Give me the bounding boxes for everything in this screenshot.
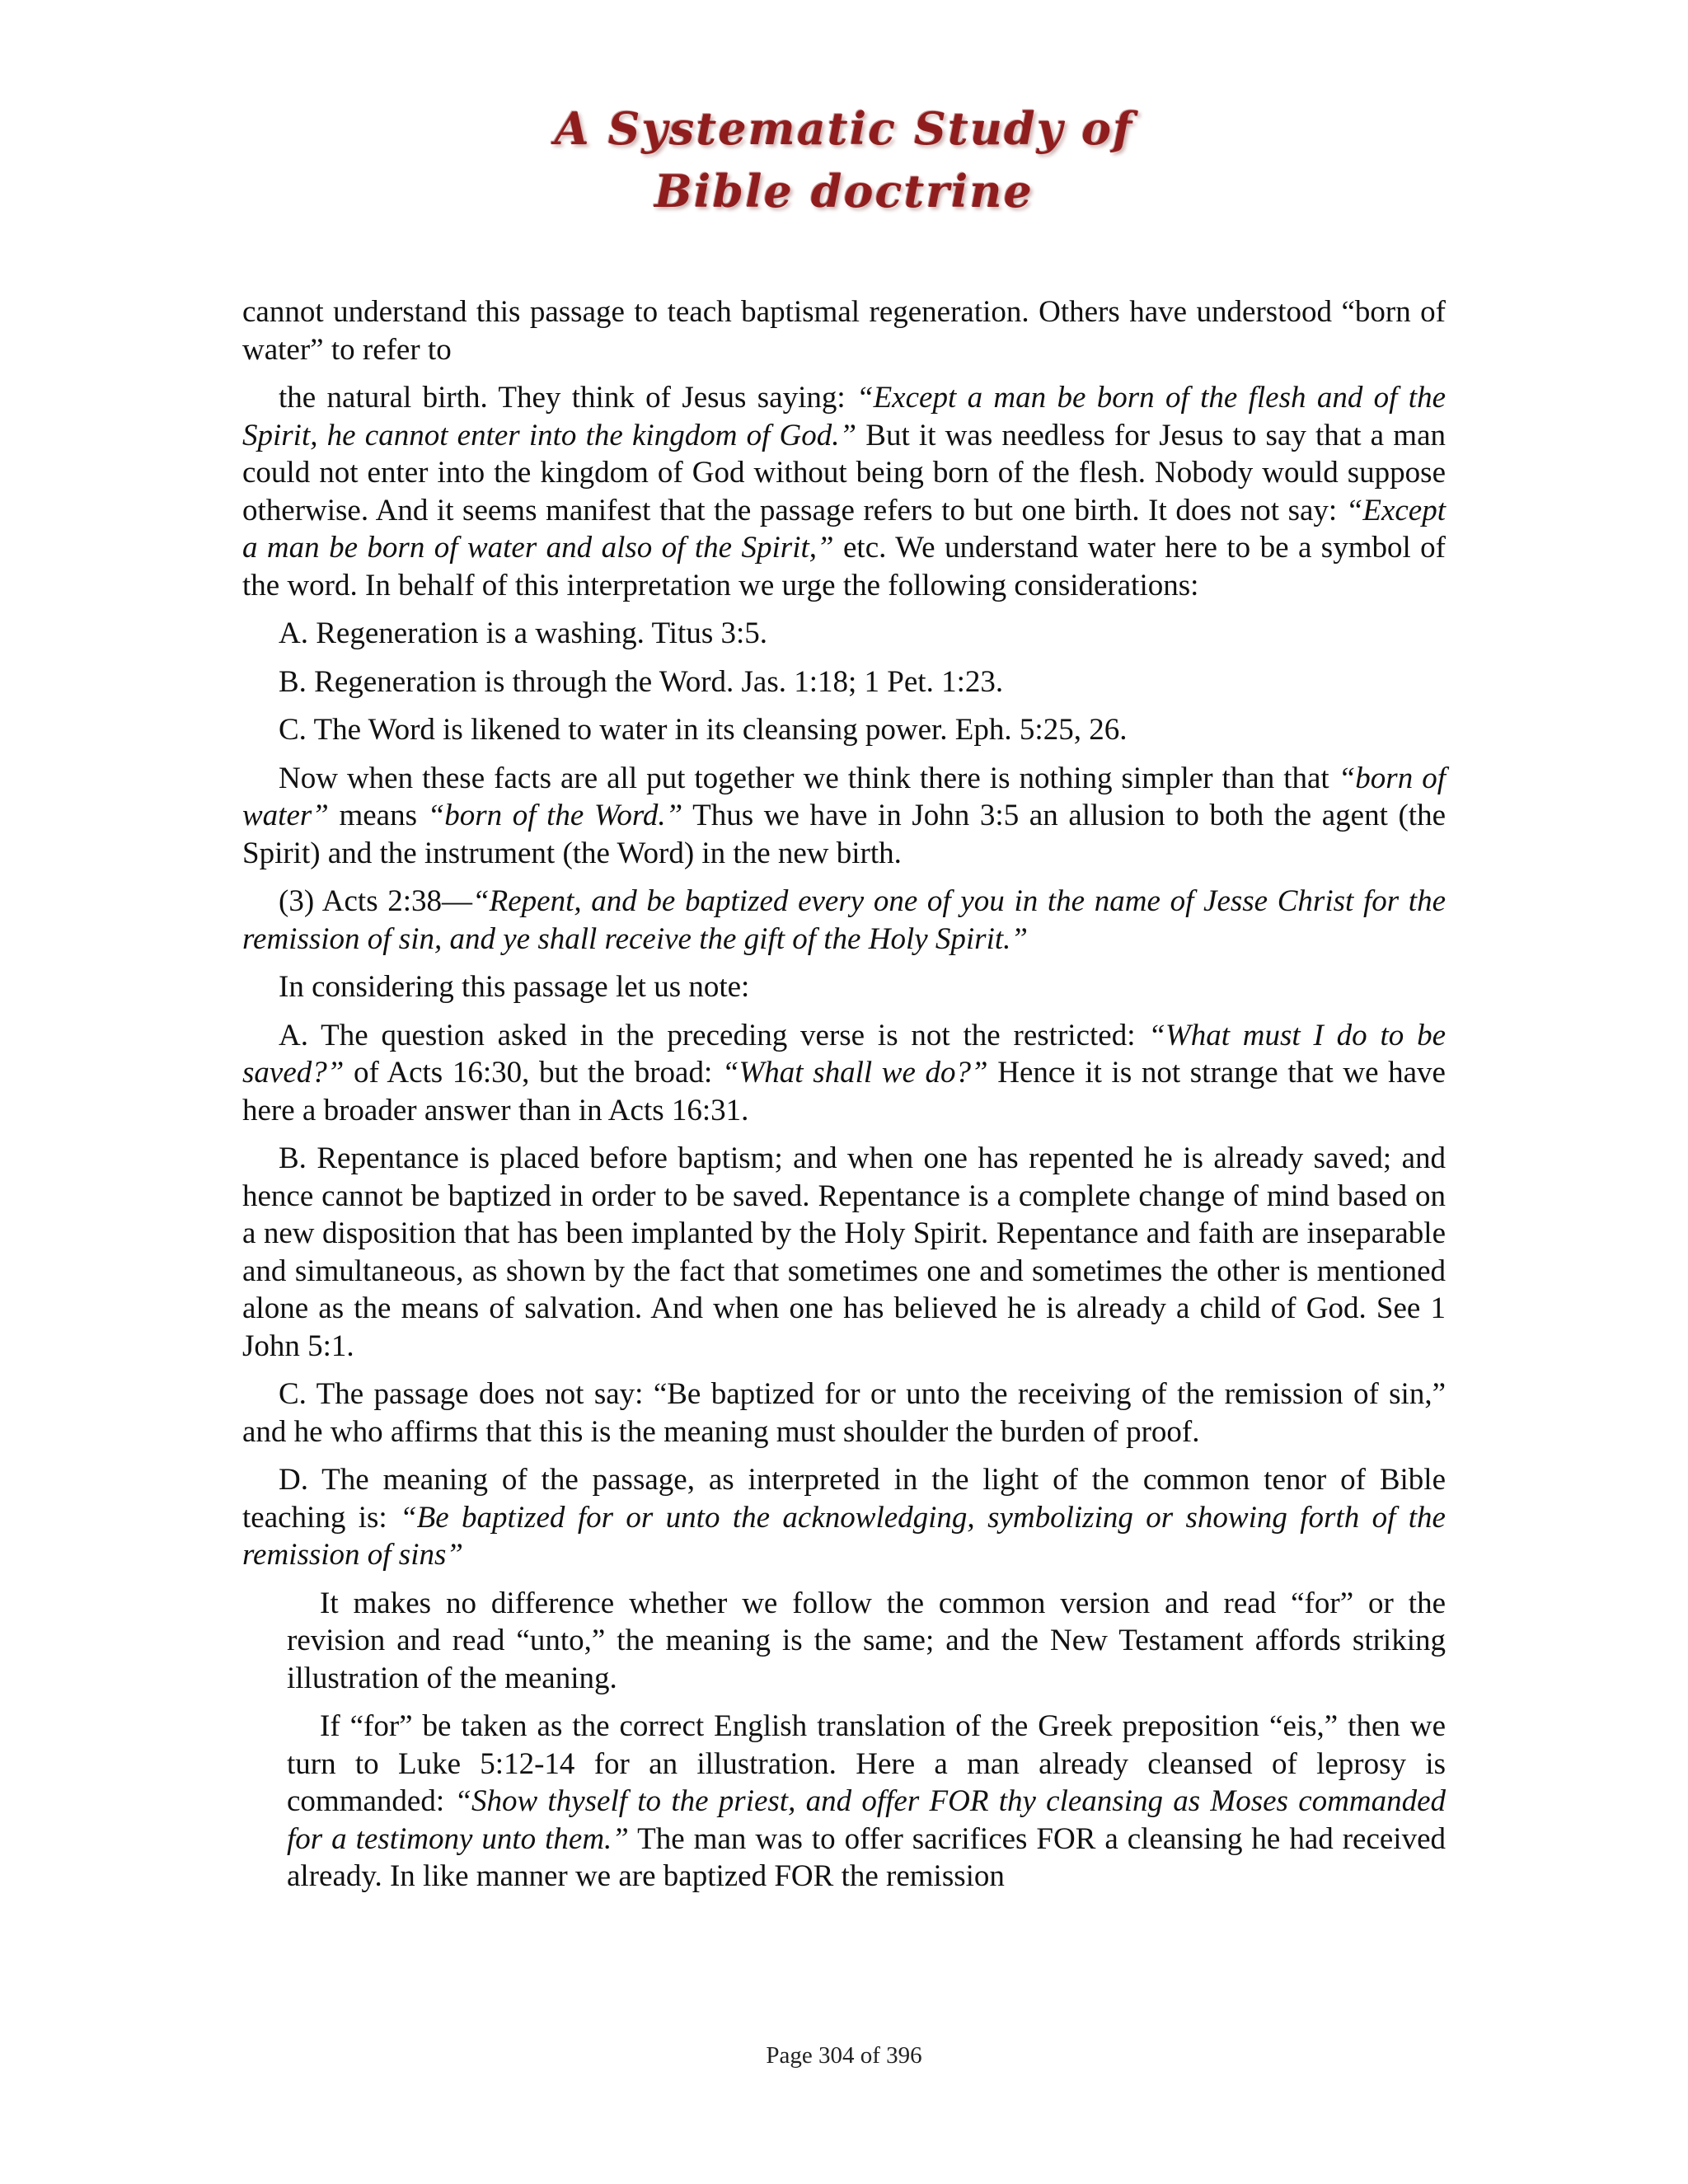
paragraph-1-text: cannot understand this passage to teach baptismal regeneration. Others have understood “born of water” to refer to	[242, 295, 1446, 367]
body-text	[242, 293, 1446, 1906]
paragraph-3-quote-2: “born of the Word.”	[427, 799, 683, 832]
paragraph-1	[242, 293, 1446, 368]
paragraph-2	[242, 379, 1446, 604]
header-title-line-1: A Systematic Study of	[554, 102, 1134, 155]
paragraph-11-quote: “Show thyself to the priest, and offer FOR thy cleansing as Moses commanded for a testimony unto them.”	[287, 1784, 1447, 1856]
paragraph-10	[287, 1585, 1446, 1698]
paragraph-2-text-a: the natural birth. They think of Jesus saying:	[279, 381, 856, 415]
paragraph-9-quote: “Be baptized for or unto the acknowledging, symbolizing or showing forth of the remission of sins”	[242, 1500, 1446, 1572]
paragraph-4-text-a: (3) Acts 2:38—	[279, 884, 473, 918]
paragraph-5	[242, 968, 1446, 1006]
list-item-a	[242, 615, 1446, 653]
paragraph-4-quote: “Repent, and be baptized every one of you in the name of Jesse Christ for the remission of sin, and ye shall receive the gift of the Holy Spirit.”	[242, 884, 1446, 956]
list-item-b	[242, 663, 1446, 701]
paragraph-5-text: In considering this passage let us note:	[279, 970, 750, 1004]
list-item-b-text: B. Regeneration is through the Word. Jas. 1:18; 1 Pet. 1:23.	[279, 664, 1004, 699]
paragraph-11-text-a: If “for” be taken as the correct English translation of the Greek preposition “eis,” then we turn to Luke 5:12-14 for an illustration. Here a man already cleansed of leprosy is commanded:	[287, 1709, 1446, 1818]
paragraph-3-text-e: Thus we have in John 3:5 an allusion to both the agent (the Spirit) and the instrument (the Word) in the new birth.	[242, 799, 1446, 870]
paragraph-8-text: C. The passage does not say: “Be baptized for or unto the receiving of the remission of sin,” and he who affirms that this is the meaning must shoulder the burden of proof.	[242, 1377, 1446, 1449]
paragraph-6	[242, 1017, 1446, 1130]
paragraph-6-quote-2: “What shall we do?”	[721, 1056, 988, 1090]
paragraph-11	[287, 1708, 1446, 1896]
paragraph-6-text-e: Hence it is not strange that we have here a broader answer than in Acts 16:31.	[242, 1056, 1446, 1127]
paragraph-6-text-c: of Acts 16:30, but the broad:	[344, 1056, 722, 1090]
paragraph-3-text-a: Now when these facts are all put together we think there is nothing simpler than that	[279, 761, 1339, 795]
page-footer	[0, 2041, 1688, 2070]
paragraph-2-text-c: But it was needless for Jesus to say that a man could not enter into the kingdom of God without being born of the flesh. Nobody would suppose otherwise. And it seems manifest that the passage refers to but one birth. It does not say:	[242, 418, 1446, 527]
paragraph-3	[242, 760, 1446, 873]
page-number: Page 304 of 396	[766, 2042, 922, 2069]
paragraph-4	[242, 883, 1446, 958]
paragraph-7	[242, 1140, 1446, 1365]
list-item-a-text: A. Regeneration is a washing. Titus 3:5.	[279, 616, 768, 650]
header-logo	[0, 97, 1688, 223]
paragraph-3-quote-1: “born of water”	[242, 761, 1446, 832]
paragraph-2-text-e: etc. We understand water here to be a symbol of the word. In behalf of this interpretation we urge the following considerations:	[242, 531, 1446, 602]
paragraph-6-text-a: A. The question asked in the preceding verse is not the restricted:	[279, 1018, 1149, 1052]
paragraph-2-quote-1: “Except a man be born of the flesh and of the Spirit, he cannot enter into the kingdom of God.”	[242, 381, 1446, 452]
paragraph-7-text: B. Repentance is placed before baptism; and when one has repented he is already saved; and hence cannot be baptized in order to be saved. Repentance is a complete change of mind based on a new disposition that has been implanted by the Holy Spirit. Repentance and faith are inseparable and simultaneous, as shown by the fact that sometimes one and sometimes the other is mentioned alone as the means of salvation. And when one has believed he is already a child of God. See 1 John 5:1.	[242, 1141, 1446, 1363]
paragraph-9	[242, 1461, 1446, 1574]
paragraph-3-text-c: means	[328, 799, 428, 832]
paragraph-8	[242, 1376, 1446, 1451]
paragraph-6-quote-1: “What must I do to be saved?”	[242, 1018, 1446, 1090]
list-item-c-text: C. The Word is likened to water in its cleansing power. Eph. 5:25, 26.	[279, 713, 1128, 747]
header-title-line-2: Bible doctrine	[654, 165, 1034, 218]
paragraph-10-text: It makes no difference whether we follow the common version and read “for” or the revision and read “unto,” the meaning is the same; and the New Testament affords striking illustration of the meaning.	[287, 1586, 1446, 1695]
paragraph-2-quote-2: “Except a man be born of water and also of the Spirit,”	[242, 493, 1446, 565]
list-item-c	[242, 711, 1446, 749]
paragraph-11-text-c: The man was to offer sacrifices FOR a cleansing he had received already. In like manner we are baptized FOR the remission	[287, 1821, 1446, 1893]
paragraph-9-text-a: D. The meaning of the passage, as interpreted in the light of the common tenor of Bible teaching is:	[242, 1463, 1446, 1535]
